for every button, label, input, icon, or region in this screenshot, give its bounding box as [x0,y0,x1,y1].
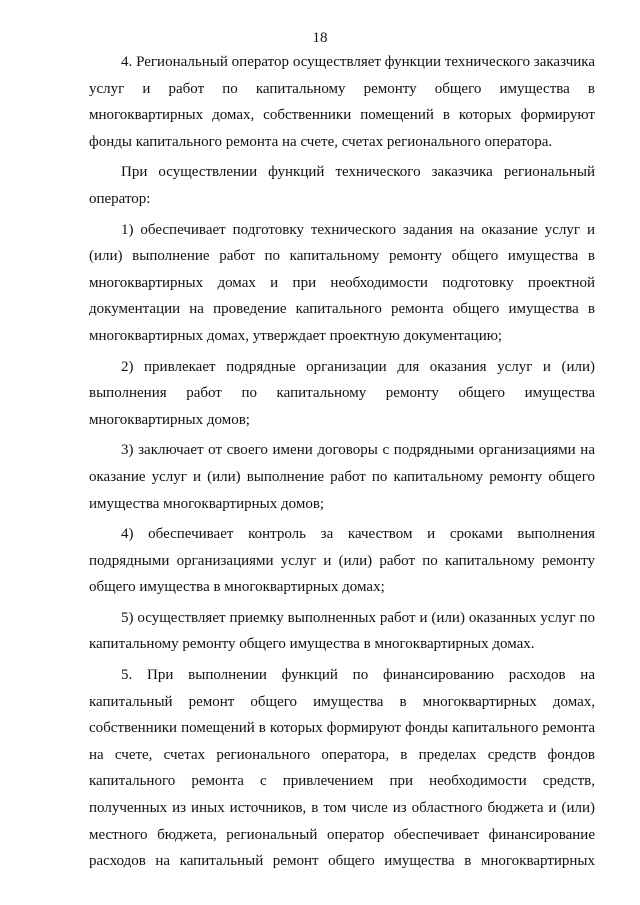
paragraph-intro-functions: При осуществлении функций технического заказчика региональный оператор: [89,164,595,207]
list-item-4: 4) обеспечивает контроль за качеством и сроками выполнения подрядными организациями услуг и (или) работ по капитальному ремонту общего имущества в многоквартирных домах; [89,526,595,596]
list-item-5: 5) осуществляет приемку выполненных работ и (или) оказанных услуг по капитальному ремонту общего имущества в многоквартирных домах. [89,609,595,653]
list-item-2: 2) привлекает подрядные организации для оказания услуг и (или) выполнения работ по капитальному ремонту общего имущества многоквартирных домов; [89,358,595,428]
document-body [89,49,595,879]
list-item-3: 3) заключает от своего имени договоры с подрядными организациями на оказание услуг и (или) выполнение работ по капитальному ремонту общего имущества многоквартирных домов; [89,442,595,512]
paragraph-5-financing: 5. При выполнении функций по финансированию расходов на капитальный ремонт общего имущества в многоквартирных домах, собственники помещений в которых формируют фонды капитального ремонта на счете, счетах регионального оператора, в пределах средств фондов капитального ремонта с привлечением при необходимости средств, полученных из иных источников, в том числе из областного бюджета и (или) местного бюджета, региональный оператор обеспечивает финансирование расходов на капитальный ремонт общего имущества в многоквартирных [89,667,595,870]
page-number: 18 [312,30,328,46]
paragraph-4-technical-customer: 4. Региональный оператор осуществляет функции технического заказчика услуг и работ по капитальному ремонту общего имущества в многоквартирных домах, собственники помещений в которых формируют фонды капитального ремонта на счете, счетах регионального оператора. [89,54,595,150]
list-item-1: 1) обеспечивает подготовку технического задания на оказание услуг и (или) выполнение работ по капитальному ремонту общего имущества в многоквартирных домах и при необходимости подготовку проектной документации на проведение капитального ремонта общего имущества в многоквартирных домах, утверждает проектную документацию; [89,221,595,344]
